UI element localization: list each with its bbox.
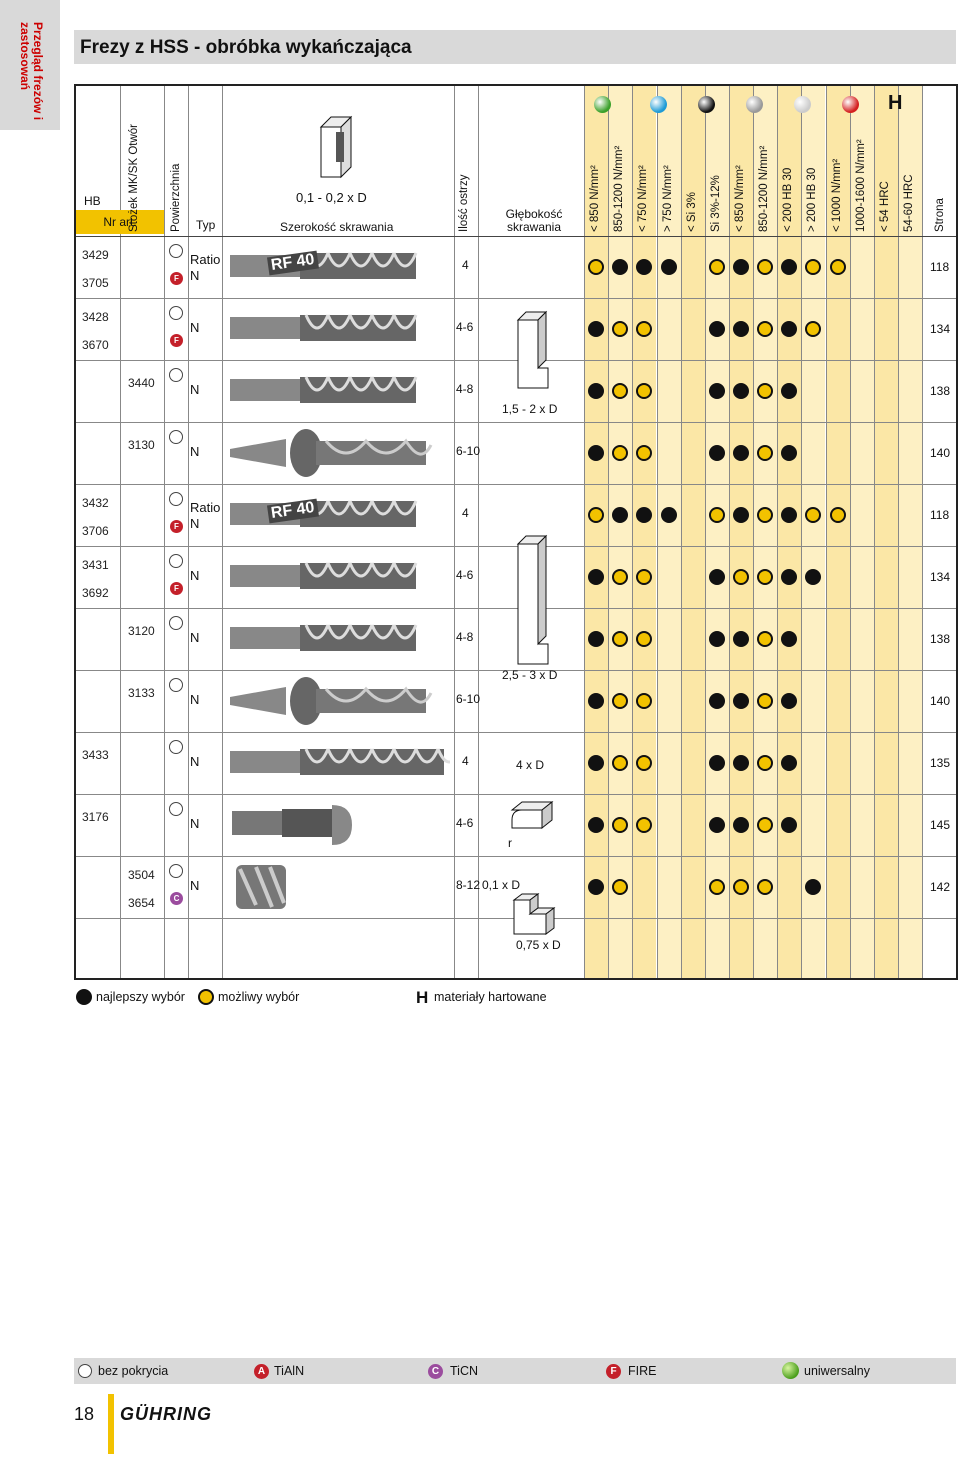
- uncoated-icon: [169, 678, 183, 692]
- best-dot-icon: [588, 693, 604, 709]
- teeth-count: 4: [462, 258, 469, 272]
- possible-dot-icon: [733, 879, 749, 895]
- nr-art-header: Nr art.: [76, 210, 164, 234]
- possible-dot-icon: [757, 755, 773, 771]
- material-header: < Si 3%: [686, 192, 698, 232]
- best-dot-icon: [733, 817, 749, 833]
- article-number: 3130: [128, 438, 155, 452]
- stozek-header: Stożek MK/SK Otwór: [128, 123, 140, 232]
- best-dot-icon: [636, 259, 652, 275]
- possible-dot-icon: [805, 507, 821, 523]
- end-mill-image: [226, 673, 450, 729]
- possible-dot-icon: [588, 507, 604, 523]
- possible-dot-icon: [757, 259, 773, 275]
- page-ref-header: Strona: [934, 198, 946, 232]
- possible-dot-icon: [757, 321, 773, 337]
- column-divider: [608, 86, 609, 978]
- best-dot-icon: [709, 817, 725, 833]
- best-dot-icon: [588, 817, 604, 833]
- column-divider: [826, 86, 827, 978]
- best-dot-icon: [781, 445, 797, 461]
- column-divider: [850, 86, 851, 978]
- material-header: 850-1200 N/mm²: [758, 145, 770, 232]
- row-divider: [76, 484, 956, 485]
- page-accent-bar: [108, 1394, 114, 1454]
- possible-dot-icon: [757, 507, 773, 523]
- material-header: < 200 HB 30: [782, 167, 794, 232]
- end-mill-image: [226, 425, 450, 481]
- depth-cut-icon: [512, 534, 556, 666]
- end-mill-image: [226, 859, 450, 915]
- width-header: Szerokość skrawania: [280, 220, 394, 234]
- best-dot-icon: [709, 383, 725, 399]
- article-number: 3429: [82, 248, 109, 262]
- type-label: N: [190, 878, 200, 893]
- column-divider: [729, 86, 730, 978]
- uncoated-icon: [169, 616, 183, 630]
- possible-dot-icon: [805, 321, 821, 337]
- teeth-count: 4-6: [456, 320, 474, 334]
- best-dot-icon: [709, 569, 725, 585]
- best-dot-icon: [661, 507, 677, 523]
- page-title: Frezy z HSS - obróbka wykańczająca: [80, 37, 412, 58]
- legend-best: najlepszy wybór: [96, 990, 185, 1004]
- column-divider: [164, 86, 165, 978]
- material-ball-icon: [650, 96, 667, 113]
- possible-dot-icon: [198, 989, 214, 1005]
- best-dot-icon: [781, 259, 797, 275]
- possible-dot-icon: [612, 445, 628, 461]
- possible-dot-icon: [805, 259, 821, 275]
- article-number: 3705: [82, 276, 109, 290]
- possible-dot-icon: [733, 569, 749, 585]
- type-label: N: [190, 754, 200, 769]
- best-dot-icon: [781, 321, 797, 337]
- best-dot-icon: [781, 507, 797, 523]
- rf40-label: RF 40: [267, 499, 319, 524]
- material-header: > 750 N/mm²: [662, 165, 674, 232]
- uncoated-icon: [169, 492, 183, 506]
- type-label: N: [190, 568, 200, 583]
- coating-badge-icon: F: [170, 582, 183, 595]
- best-dot-icon: [781, 569, 797, 585]
- ticn-badge-icon: C: [428, 1364, 443, 1379]
- article-number: 3706: [82, 524, 109, 538]
- depth-cut-icon: [512, 310, 556, 390]
- coating-badge-icon: F: [170, 520, 183, 533]
- page-number: 18: [74, 1404, 95, 1424]
- tool-table: [74, 84, 958, 980]
- best-dot-icon: [733, 507, 749, 523]
- possible-dot-icon: [757, 817, 773, 833]
- possible-dot-icon: [709, 879, 725, 895]
- radius-label: r: [508, 836, 512, 850]
- possible-dot-icon: [612, 631, 628, 647]
- type-label: N: [190, 516, 200, 531]
- teeth-count: 4-8: [456, 630, 474, 644]
- column-divider: [681, 86, 682, 978]
- column-divider: [705, 86, 706, 978]
- teeth-count: 4-8: [456, 382, 474, 396]
- powierzchnia-header: Powierzchnia: [170, 163, 182, 232]
- possible-dot-icon: [636, 817, 652, 833]
- depth-value: 4 x D: [516, 758, 545, 772]
- teeth-header: Ilość ostrzy: [458, 174, 470, 232]
- possible-dot-icon: [830, 507, 846, 523]
- uncoated-icon: [169, 306, 183, 320]
- best-dot-icon: [781, 755, 797, 771]
- header-divider: [76, 236, 956, 237]
- end-mill-image: [226, 549, 450, 605]
- possible-dot-icon: [588, 259, 604, 275]
- possible-dot-icon: [636, 755, 652, 771]
- material-ball-icon: [794, 96, 811, 113]
- uncoated-icon: [169, 368, 183, 382]
- teeth-count: 4: [462, 754, 469, 768]
- possible-dot-icon: [612, 569, 628, 585]
- possible-dot-icon: [636, 321, 652, 337]
- page-reference: 140: [930, 446, 951, 460]
- coating-badge-icon: F: [170, 272, 183, 285]
- material-ball-icon: [842, 96, 859, 113]
- article-number: 3504: [128, 868, 155, 882]
- article-number: 3433: [82, 748, 109, 762]
- legend-tialn: TiAlN: [274, 1364, 305, 1378]
- article-number: 3176: [82, 810, 109, 824]
- page-reference: 118: [930, 508, 950, 522]
- possible-dot-icon: [636, 569, 652, 585]
- best-dot-icon: [805, 569, 821, 585]
- coating-legend: [74, 1358, 956, 1384]
- best-dot-icon: [588, 569, 604, 585]
- legend-universal: uniwersalny: [804, 1364, 871, 1378]
- hb-header: HB: [84, 194, 101, 208]
- row-divider: [76, 732, 956, 733]
- end-mill-image: [226, 239, 450, 295]
- title-bar: [74, 30, 956, 64]
- article-number: 3692: [82, 586, 109, 600]
- type-label: N: [190, 444, 200, 459]
- material-ball-icon: [698, 96, 715, 113]
- possible-dot-icon: [636, 693, 652, 709]
- teeth-count: 4-6: [456, 816, 474, 830]
- legend-possible: możliwy wybór: [218, 990, 300, 1004]
- possible-dot-icon: [612, 383, 628, 399]
- uncoated-icon: [169, 740, 183, 754]
- column-divider: [584, 86, 585, 978]
- column-divider: [777, 86, 778, 978]
- material-header: < 1000 N/mm²: [831, 158, 843, 232]
- best-dot-icon: [76, 989, 92, 1005]
- best-dot-icon: [733, 693, 749, 709]
- type-label: N: [190, 816, 200, 831]
- column-divider: [188, 86, 189, 978]
- best-dot-icon: [709, 755, 725, 771]
- end-mill-image: [226, 611, 450, 667]
- step-cut-icon: [508, 892, 558, 936]
- material-header: 1000-1600 N/mm²: [855, 139, 867, 232]
- possible-dot-icon: [612, 321, 628, 337]
- article-number: 3120: [128, 624, 155, 638]
- row-divider: [76, 422, 956, 423]
- column-divider: [801, 86, 802, 978]
- rf40-label: RF 40: [267, 251, 319, 276]
- possible-dot-icon: [612, 755, 628, 771]
- tialn-badge-icon: A: [254, 1364, 269, 1379]
- possible-dot-icon: [757, 445, 773, 461]
- possible-dot-icon: [757, 631, 773, 647]
- uncoated-icon: [169, 430, 183, 444]
- uncoated-icon: [169, 554, 183, 568]
- best-dot-icon: [588, 631, 604, 647]
- width-value: 0,1 - 0,2 x D: [296, 190, 367, 205]
- hardened-icon: H: [888, 92, 903, 114]
- best-dot-icon: [612, 507, 628, 523]
- depth-value: 0,75 x D: [516, 938, 561, 952]
- article-number: 3133: [128, 686, 155, 700]
- page-reference: 134: [930, 322, 951, 336]
- possible-dot-icon: [757, 879, 773, 895]
- best-dot-icon: [733, 445, 749, 461]
- teeth-count: 4: [462, 506, 469, 520]
- best-dot-icon: [588, 445, 604, 461]
- possible-dot-icon: [612, 693, 628, 709]
- coating-badge-icon: F: [170, 334, 183, 347]
- page-reference: 118: [930, 260, 950, 274]
- column-divider: [632, 86, 633, 978]
- column-divider: [874, 86, 875, 978]
- legend-fire: FIRE: [628, 1364, 657, 1378]
- possible-dot-icon: [757, 569, 773, 585]
- type-label: Ratio: [190, 252, 221, 267]
- column-divider: [922, 86, 923, 978]
- column-divider: [898, 86, 899, 978]
- best-dot-icon: [588, 321, 604, 337]
- uncoated-icon: [169, 864, 183, 878]
- legend-uncoated: bez pokrycia: [98, 1364, 169, 1378]
- uncoated-icon: [169, 244, 183, 258]
- end-mill-image: [226, 363, 450, 419]
- legend-hardened: materiały hartowane: [434, 990, 547, 1004]
- material-ball-icon: [594, 96, 611, 113]
- best-dot-icon: [781, 383, 797, 399]
- page-reference: 138: [930, 384, 951, 398]
- best-dot-icon: [709, 321, 725, 337]
- teeth-count: 6-10: [456, 692, 481, 706]
- type-label: N: [190, 630, 200, 645]
- depth-value: 1,5 - 2 x D: [502, 402, 558, 416]
- page-reference: 135: [930, 756, 951, 770]
- hardened-icon: H: [416, 988, 429, 1007]
- end-mill-image: [226, 797, 450, 853]
- best-dot-icon: [709, 693, 725, 709]
- page-reference: 145: [930, 818, 951, 832]
- column-divider: [222, 86, 223, 978]
- material-header: Si 3%-12%: [710, 175, 722, 232]
- depth-header: Głębokość skrawania: [505, 207, 563, 234]
- column-divider: [753, 86, 754, 978]
- possible-dot-icon: [757, 383, 773, 399]
- material-header: < 850 N/mm²: [734, 165, 746, 232]
- radius-cut-icon: [510, 800, 554, 830]
- column-divider: [657, 86, 658, 978]
- end-mill-image: [226, 735, 450, 791]
- article-number: 3431: [82, 558, 109, 572]
- article-number: 3670: [82, 338, 109, 352]
- best-dot-icon: [588, 383, 604, 399]
- best-dot-icon: [588, 879, 604, 895]
- material-ball-icon: [746, 96, 763, 113]
- article-number: 3432: [82, 496, 109, 510]
- possible-dot-icon: [830, 259, 846, 275]
- teeth-count: 8-12: [456, 878, 481, 892]
- best-dot-icon: [709, 445, 725, 461]
- sidebar-tab[interactable]: [0, 0, 60, 130]
- best-dot-icon: [733, 259, 749, 275]
- material-header: < 54 HRC: [879, 181, 891, 232]
- best-dot-icon: [733, 631, 749, 647]
- best-dot-icon: [709, 631, 725, 647]
- best-dot-icon: [588, 755, 604, 771]
- best-dot-icon: [661, 259, 677, 275]
- end-mill-image: [226, 487, 450, 543]
- teeth-count: 4-6: [456, 568, 474, 582]
- depth-value: 2,5 - 3 x D: [502, 668, 558, 682]
- depth-value: 0,1 x D: [482, 878, 521, 892]
- article-number: 3428: [82, 310, 109, 324]
- type-label: N: [190, 268, 200, 283]
- best-dot-icon: [733, 755, 749, 771]
- best-dot-icon: [636, 507, 652, 523]
- row-divider: [76, 794, 956, 795]
- uncoated-icon: [169, 802, 183, 816]
- coating-badge-icon: C: [170, 892, 183, 905]
- material-header: 54-60 HRC: [903, 174, 915, 232]
- possible-dot-icon: [636, 631, 652, 647]
- material-header: < 750 N/mm²: [637, 165, 649, 232]
- brand-logo: GÜHRING: [120, 1404, 212, 1424]
- possible-dot-icon: [636, 383, 652, 399]
- best-dot-icon: [781, 817, 797, 833]
- row-divider: [76, 298, 956, 299]
- type-label: Ratio: [190, 500, 221, 515]
- column-divider: [478, 86, 479, 978]
- width-cut-icon: [316, 112, 366, 182]
- type-label: N: [190, 692, 200, 707]
- possible-dot-icon: [757, 693, 773, 709]
- typ-header: Typ: [196, 218, 216, 232]
- best-dot-icon: [733, 321, 749, 337]
- fire-badge-icon: F: [606, 1364, 621, 1379]
- best-dot-icon: [781, 693, 797, 709]
- row-divider: [76, 856, 956, 857]
- page-reference: 142: [930, 880, 951, 894]
- possible-dot-icon: [709, 507, 725, 523]
- sidebar-tab-label: Przegląd frezów i zastosowań: [18, 22, 45, 121]
- universal-ball-icon: [782, 1362, 799, 1379]
- possible-dot-icon: [612, 879, 628, 895]
- material-header: 850-1200 N/mm²: [613, 145, 625, 232]
- end-mill-image: [226, 301, 450, 357]
- material-header: < 850 N/mm²: [589, 165, 601, 232]
- uncoated-icon: [78, 1364, 92, 1378]
- type-label: N: [190, 382, 200, 397]
- material-header: > 200 HB 30: [806, 167, 818, 232]
- type-label: N: [190, 320, 200, 335]
- possible-dot-icon: [709, 259, 725, 275]
- teeth-count: 6-10: [456, 444, 481, 458]
- best-dot-icon: [805, 879, 821, 895]
- page-reference: 140: [930, 694, 951, 708]
- best-dot-icon: [612, 259, 628, 275]
- best-dot-icon: [733, 383, 749, 399]
- column-divider: [454, 86, 455, 978]
- best-dot-icon: [781, 631, 797, 647]
- page-reference: 134: [930, 570, 951, 584]
- article-number: 3440: [128, 376, 155, 390]
- article-number: 3654: [128, 896, 155, 910]
- possible-dot-icon: [612, 817, 628, 833]
- legend-ticn: TiCN: [450, 1364, 479, 1378]
- possible-dot-icon: [636, 445, 652, 461]
- page-reference: 138: [930, 632, 951, 646]
